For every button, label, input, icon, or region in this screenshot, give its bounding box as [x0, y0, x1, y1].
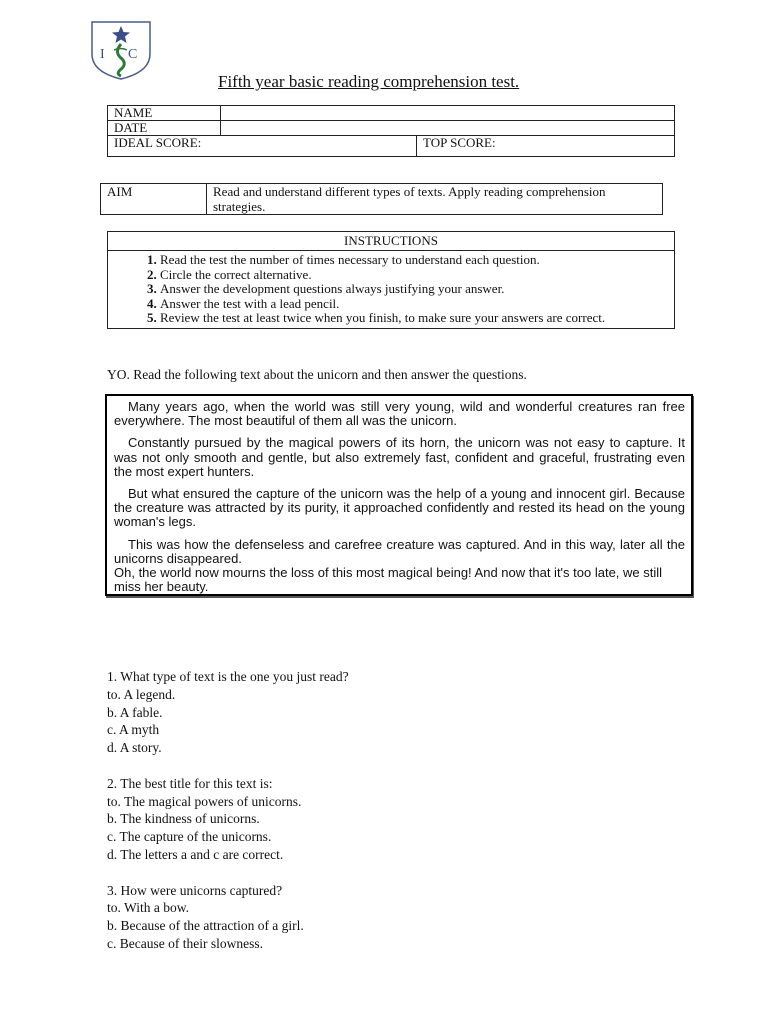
answer-option[interactable]: to. A legend.	[107, 686, 176, 702]
page-title: Fifth year basic reading comprehension test.	[218, 72, 520, 91]
top-score-label: TOP SCORE:	[417, 136, 675, 157]
instructions-list	[114, 253, 666, 326]
aim-table	[100, 183, 663, 215]
student-info-table	[107, 105, 675, 157]
answer-option[interactable]: to. With a bow.	[107, 900, 189, 916]
date-field[interactable]	[221, 121, 675, 136]
aim-label: AIM	[101, 184, 207, 215]
school-logo	[90, 20, 152, 80]
name-label: NAME	[108, 106, 221, 121]
answer-option[interactable]: b. A fable.	[107, 704, 163, 720]
question-3	[107, 882, 349, 953]
answer-option[interactable]: c. The capture of the unicorns.	[107, 829, 272, 845]
answer-option[interactable]: c. Because of their slowness.	[107, 935, 263, 951]
instructions-table	[107, 231, 675, 329]
story-paragraph: But what ensured the capture of the unicorn was the help of a young and innocent girl. Because the creature was attracted by its purity, it approached confidently and rested its head on the young woman's legs.	[114, 486, 685, 530]
instruction-item: 1. Read the test the number of times necessary to understand each question.	[160, 253, 666, 268]
instructions-heading: INSTRUCTIONS	[108, 232, 675, 251]
question-1	[107, 668, 349, 757]
question-text: 3. How were unicorns captured?	[107, 882, 283, 898]
question-text: 1. What type of text is the one you just read?	[107, 669, 349, 684]
answer-option[interactable]: d. The letters a and c are correct.	[107, 846, 284, 862]
answer-option[interactable]: to. The magical powers of unicorns.	[107, 793, 302, 809]
questions-section	[107, 668, 349, 971]
question-2	[107, 775, 349, 864]
name-field[interactable]	[221, 106, 675, 121]
answer-option[interactable]: b. Because of the attraction of a girl.	[107, 918, 304, 934]
instruction-item: 5. Review the test at least twice when you finish, to make sure your answers are correct.	[160, 311, 666, 326]
story-text-box	[105, 394, 693, 596]
story-paragraph: Constantly pursued by the magical powers of its horn, the unicorn was not easy to capture. It was not only smooth and gentle, but also extremely fast, confident and graceful, frustrating even the most expert hunters.	[114, 435, 685, 479]
ideal-score-label: IDEAL SCORE:	[108, 136, 417, 157]
instruction-item: 4. Answer the test with a lead pencil.	[160, 297, 666, 312]
logo-letter-c2: C	[128, 47, 138, 62]
instruction-item: 3. Answer the development questions always justifying your answer.	[160, 282, 666, 297]
logo-letter-i: I	[100, 47, 105, 62]
story-paragraph: Many years ago, when the world was still very young, wild and wonderful creatures ran free everywhere. The most beautiful of them all was the unicorn.	[114, 399, 685, 429]
answer-option[interactable]: c. A myth	[107, 722, 160, 738]
date-label: DATE	[108, 121, 221, 136]
story-paragraph: This was how the defenseless and carefree creature was captured. And in this way, later all the unicorns disappeared.	[114, 536, 685, 566]
question-text: 2. The best title for this text is:	[107, 775, 273, 791]
story-paragraph: Oh, the world now mourns the loss of this most magical being! And now that it's too late, we still miss her beauty.	[114, 565, 663, 595]
instruction-item: 2. Circle the correct alternative.	[160, 268, 666, 283]
section-intro: YO. Read the following text about the unicorn and then answer the questions.	[107, 367, 527, 382]
aim-text: Read and understand different types of texts. Apply reading comprehension strategies.	[207, 184, 663, 215]
answer-option[interactable]: b. The kindness of unicorns.	[107, 811, 260, 827]
answer-option[interactable]: d. A story.	[107, 740, 162, 756]
